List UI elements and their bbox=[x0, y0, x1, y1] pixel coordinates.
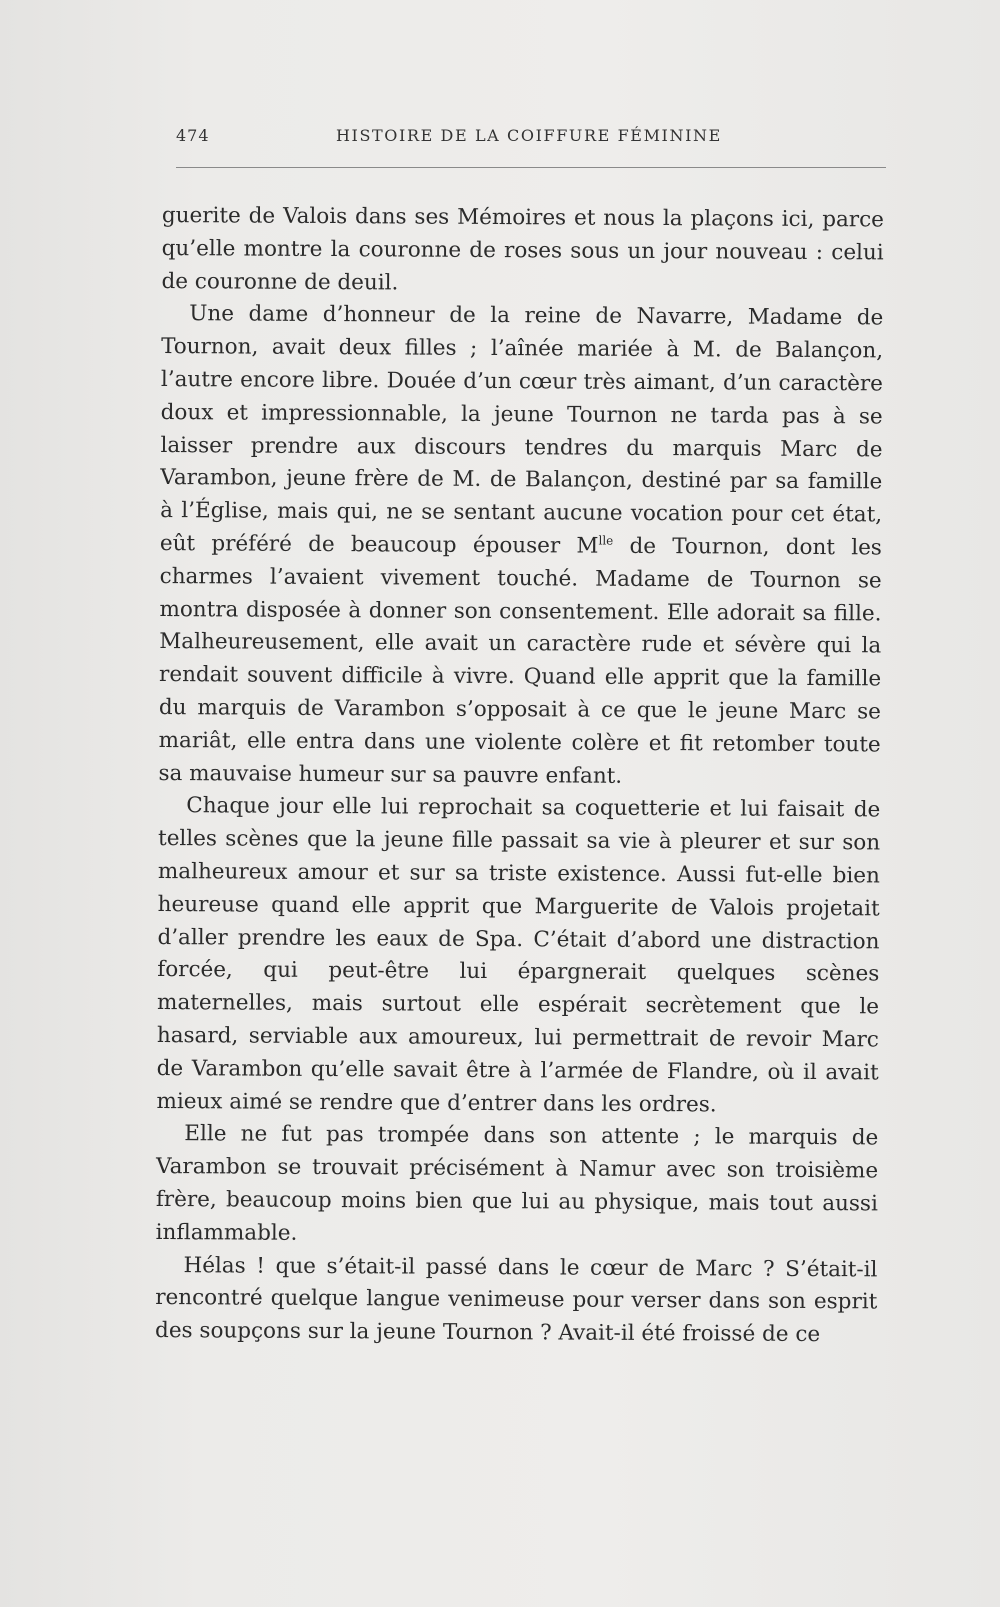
body-text bbox=[155, 200, 884, 1352]
paragraph: Une dame d’honneur de la reine de Navarre, Madame de Tournon, avait deux filles ; l’aînée mariée à M. de Balançon, l’autre encore libre. Douée d’un cœur très aimant, d’un caractère doux et impressionnable, la jeune Tournon ne tarda pas à se laisser prendre aux discours tendres du marquis Marc de Varambon, jeune frère de M. de Balançon, destiné par sa famille à l’Église, mais qui, ne se sentant aucune vocation pour cet état, eût préféré de beaucoup épouser $M^{lle}$ de Tournon, dont les charmes l’avaient vivement touché. Madame de Tournon se montra disposée à donner son consentement. Elle adorait sa fille. Malheureusement, elle avait un caractère rude et sévère qui la rendait souvent difficile à vivre. Quand elle apprit que la famille du marquis de Varambon s’opposait à ce que le jeune Marc se mariât, elle entra dans une violente colère et fit retomber toute sa mauvaise humeur sur sa pauvre enfant. bbox=[158, 301, 884, 789]
running-title: HISTOIRE DE LA COIFFURE FÉMININE bbox=[336, 126, 722, 145]
header-rule bbox=[176, 167, 886, 168]
paragraph: Chaque jour elle lui reprochait sa coquetterie et lui faisait de telles scènes que la jeune fille passait sa vie à pleurer et sur son malheureux amour et sur sa triste existence. Aussi fut-elle bien heureuse quand elle apprit que Marguerite de Valois projetait d’aller prendre les eaux de Spa. C’était d’abord une distraction forcée, qui peut-être lui épargnerait quelques scènes maternelles, mais surtout elle espérait secrètement que le hasard, serviable aux amoureux, lui permettrait de revoir Marc de Varambon qu’elle savait être à l’armée de Flandre, où il avait mieux aimé se rendre que d’entrer dans les ordres. bbox=[156, 793, 881, 1117]
page-number: 474 bbox=[176, 126, 210, 145]
superscript: lle bbox=[598, 533, 614, 548]
paragraph: Elle ne fut pas trompée dans son attente ; le marquis de Varambon se trouvait précisément à Namur avec son troisième frère, beaucoup moins bien que lui au physique, mais tout aussi inflammable. bbox=[155, 1121, 879, 1246]
page-header bbox=[176, 126, 886, 152]
paragraph: Hélas ! que s’était-il passé dans le cœur de Marc ? S’était-il rencontré quelque langue venimeuse pour verser dans son esprit des soupçons sur la jeune Tournon ? Avait-il été froissé de ce bbox=[155, 1252, 878, 1348]
paragraph: guerite de Valois dans ses Mémoires et nous la plaçons ici, parce qu’elle montre la couronne de roses sous un jour nouveau : celui de couronne de deuil. bbox=[161, 202, 884, 296]
